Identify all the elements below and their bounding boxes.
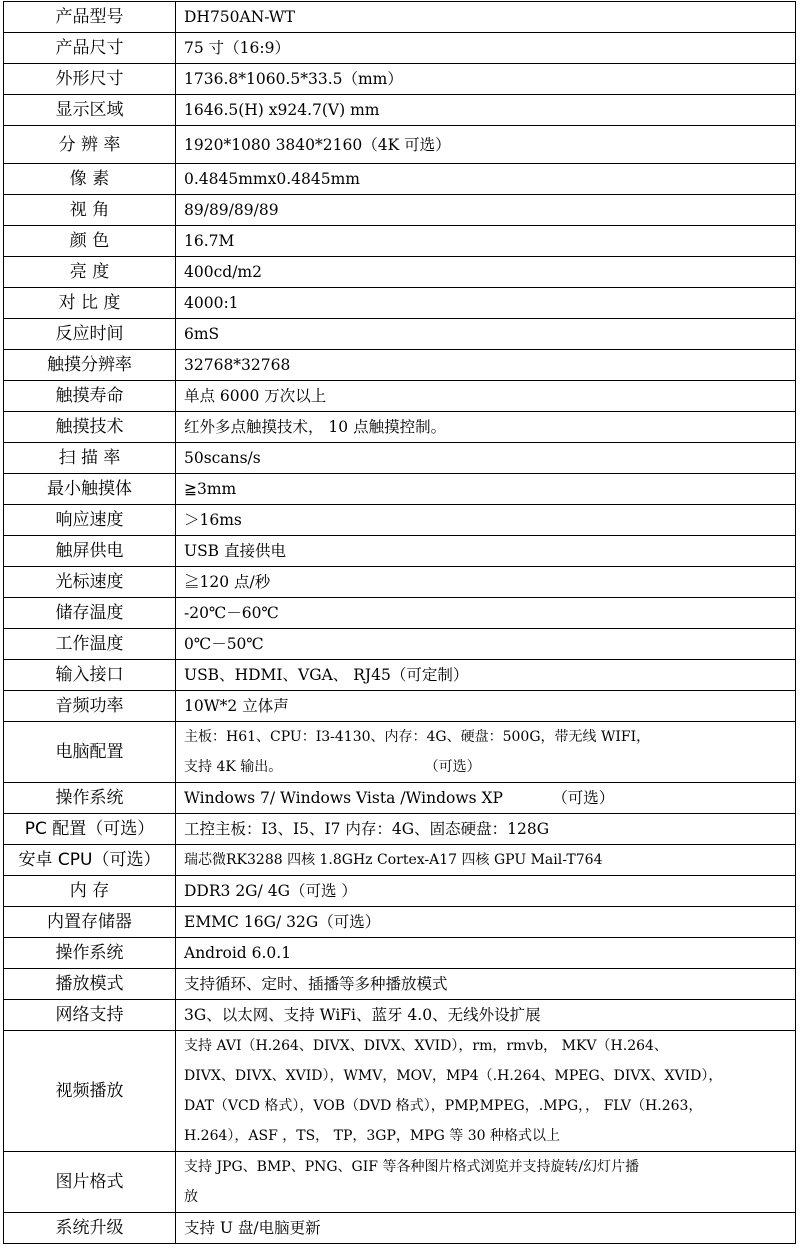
value-line: 1920*1080 3840*2160（4K 可选） — [184, 135, 451, 154]
table-row — [4, 381, 796, 412]
value-line: 400cd/m2 — [184, 263, 262, 281]
value-line: 瑞芯微RK3288 四核 1.8GHz Cortex-A17 四核 GPU Mail-T764 — [184, 852, 603, 868]
table-row — [4, 814, 796, 845]
row-value — [176, 195, 796, 226]
table-row — [4, 474, 796, 505]
table-row — [4, 288, 796, 319]
table-row — [4, 257, 796, 288]
row-label: 系统升级 — [4, 1213, 176, 1244]
value-line: 75 寸（16:9） — [184, 39, 290, 57]
row-label: 产品尺寸 — [4, 33, 176, 64]
row-label: 像 素 — [4, 164, 176, 195]
table-row — [4, 938, 796, 969]
row-label: 颜 色 — [4, 226, 176, 257]
table-row — [4, 412, 796, 443]
table-row — [4, 164, 796, 195]
spec-table-body — [4, 2, 796, 1244]
row-value — [176, 660, 796, 691]
table-row — [4, 876, 796, 907]
row-value — [176, 1000, 796, 1031]
row-label: 显示区域 — [4, 95, 176, 126]
row-value — [176, 536, 796, 567]
value-line: 主板：H61、CPU：I3-4130、内存：4G、硬盘：500G，带无线 WIFI， — [184, 729, 651, 745]
table-row — [4, 1152, 796, 1213]
value-line: 放 — [184, 1189, 198, 1205]
row-value — [176, 629, 796, 660]
value-line: DH750AN-WT — [184, 8, 295, 26]
table-row — [4, 443, 796, 474]
row-value — [176, 95, 796, 126]
row-label: 工作温度 — [4, 629, 176, 660]
row-value — [176, 288, 796, 319]
table-row — [4, 969, 796, 1000]
table-row — [4, 350, 796, 381]
value-line: Windows 7/ Windows Vista /Windows XP （可选） — [184, 789, 615, 807]
table-row — [4, 1031, 796, 1152]
row-value — [176, 567, 796, 598]
row-value — [176, 350, 796, 381]
table-row — [4, 783, 796, 814]
value-line: DIVX、DIVX、XVID），WMV，MOV，MP4（.H.264、MPEG、DIVX、XVID）， — [184, 1068, 723, 1084]
value-line: 6mS — [184, 325, 220, 343]
value-line: 89/89/89/89 — [184, 201, 279, 219]
table-row — [4, 629, 796, 660]
value-line: EMMC 16G/ 32G（可选） — [184, 913, 381, 931]
row-label: 视频播放 — [4, 1031, 176, 1152]
row-value — [176, 226, 796, 257]
row-value — [176, 1152, 796, 1213]
value-line: 0℃－50℃ — [184, 635, 264, 653]
row-value — [176, 443, 796, 474]
value-line: 3G、以太网、支持 WiFi、蓝牙 4.0、无线外设扩展 — [184, 1006, 541, 1024]
row-label: 触摸技术 — [4, 412, 176, 443]
row-value — [176, 474, 796, 505]
row-label: 触屏供电 — [4, 536, 176, 567]
value-line: ≧3mm — [184, 480, 237, 498]
row-label: 内 存 — [4, 876, 176, 907]
row-label: 安卓 CPU（可选） — [4, 845, 176, 876]
value-line: 32768*32768 — [184, 356, 291, 374]
value-line: DDR3 2G/ 4G（可选 ） — [184, 882, 357, 900]
table-row — [4, 64, 796, 95]
table-row — [4, 319, 796, 350]
row-value — [176, 319, 796, 350]
table-row — [4, 907, 796, 938]
table-row — [4, 2, 796, 33]
row-label: 触摸寿命 — [4, 381, 176, 412]
row-label: 储存温度 — [4, 598, 176, 629]
table-row — [4, 536, 796, 567]
value-line: -20℃－60℃ — [184, 604, 279, 622]
table-row — [4, 691, 796, 722]
row-value — [176, 2, 796, 33]
value-line: USB 直接供电 — [184, 542, 286, 560]
row-value — [176, 814, 796, 845]
row-value — [176, 64, 796, 95]
table-row — [4, 126, 796, 164]
row-value — [176, 381, 796, 412]
table-row — [4, 195, 796, 226]
row-label: 图片格式 — [4, 1152, 176, 1213]
row-value — [176, 783, 796, 814]
row-label: 光标速度 — [4, 567, 176, 598]
row-value — [176, 722, 796, 783]
table-row — [4, 845, 796, 876]
row-value — [176, 969, 796, 1000]
row-label: 操作系统 — [4, 783, 176, 814]
table-row — [4, 1213, 796, 1244]
row-label: PC 配置（可选） — [4, 814, 176, 845]
row-value — [176, 1031, 796, 1152]
row-label: 电脑配置 — [4, 722, 176, 783]
row-value — [176, 164, 796, 195]
table-row — [4, 505, 796, 536]
row-label: 输入接口 — [4, 660, 176, 691]
value-line: 4000:1 — [184, 294, 239, 312]
row-value — [176, 598, 796, 629]
row-label: 内置存储器 — [4, 907, 176, 938]
row-label: 视 角 — [4, 195, 176, 226]
row-value — [176, 257, 796, 288]
table-row — [4, 226, 796, 257]
row-label: 响应速度 — [4, 505, 176, 536]
table-row — [4, 1000, 796, 1031]
table-row — [4, 33, 796, 64]
table-row — [4, 567, 796, 598]
value-line: 16.7M — [184, 232, 235, 250]
value-line: USB、HDMI、VGA、 RJ45（可定制） — [184, 666, 469, 684]
row-label: 分 辨 率 — [4, 126, 176, 164]
row-label: 扫 描 率 — [4, 443, 176, 474]
row-label: 产品型号 — [4, 2, 176, 33]
value-line: 支持 JPG、BMP、PNG、GIF 等各种图片格式浏览并支持旋转/幻灯片播 — [184, 1159, 640, 1175]
row-value — [176, 505, 796, 536]
value-line: 10W*2 立体声 — [184, 697, 289, 715]
row-value — [176, 126, 796, 164]
value-line: Android 6.0.1 — [184, 944, 292, 962]
row-value — [176, 938, 796, 969]
value-line: ≧120 点/秒 — [184, 573, 271, 591]
row-label: 最小触摸体 — [4, 474, 176, 505]
table-row — [4, 660, 796, 691]
value-line: DAT（VCD 格式），VOB（DVD 格式），PMP,MPEG，.MPG，， FLV（H.263， — [184, 1098, 703, 1114]
row-value — [176, 907, 796, 938]
row-label: 反应时间 — [4, 319, 176, 350]
value-line: 支持 4K 输出。 （可选） — [184, 759, 481, 775]
value-line: 支持 U 盘/电脑更新 — [184, 1219, 321, 1237]
value-line: 单点 6000 万次以上 — [184, 387, 327, 405]
value-line: 1736.8*1060.5*33.5（mm） — [184, 70, 403, 88]
row-label: 操作系统 — [4, 938, 176, 969]
row-value — [176, 845, 796, 876]
row-label: 音频功率 — [4, 691, 176, 722]
value-line: 0.4845mmx0.4845mm — [184, 170, 361, 188]
row-label: 亮 度 — [4, 257, 176, 288]
value-line: 1646.5(H) x924.7(V) mm — [184, 101, 380, 119]
value-line: 支持 AVI（H.264、DIVX、DIVX、XVID），rm，rmvb， MKV（H.264、 — [184, 1038, 668, 1054]
row-label: 触摸分辨率 — [4, 350, 176, 381]
row-value — [176, 1213, 796, 1244]
row-value — [176, 876, 796, 907]
spec-table — [3, 1, 796, 1244]
value-line: 工控主板：I3、I5、I7 内存：4G、固态硬盘：128G — [184, 820, 550, 838]
row-label: 播放模式 — [4, 969, 176, 1000]
value-line: 50scans/s — [184, 449, 261, 467]
table-row — [4, 95, 796, 126]
value-line: 红外多点触摸技术， 10 点触摸控制。 — [184, 418, 447, 436]
value-line: H.264），ASF ，TS， TP，3GP，MPG 等 30 种格式以上 — [184, 1128, 560, 1144]
row-label: 外形尺寸 — [4, 64, 176, 95]
value-line: 支持循环、定时、插播等多种播放模式 — [184, 975, 448, 993]
row-label: 对 比 度 — [4, 288, 176, 319]
row-value — [176, 412, 796, 443]
table-row — [4, 598, 796, 629]
row-value — [176, 33, 796, 64]
table-row — [4, 722, 796, 783]
row-label: 网络支持 — [4, 1000, 176, 1031]
value-line: ＞16ms — [184, 511, 242, 529]
row-value — [176, 691, 796, 722]
